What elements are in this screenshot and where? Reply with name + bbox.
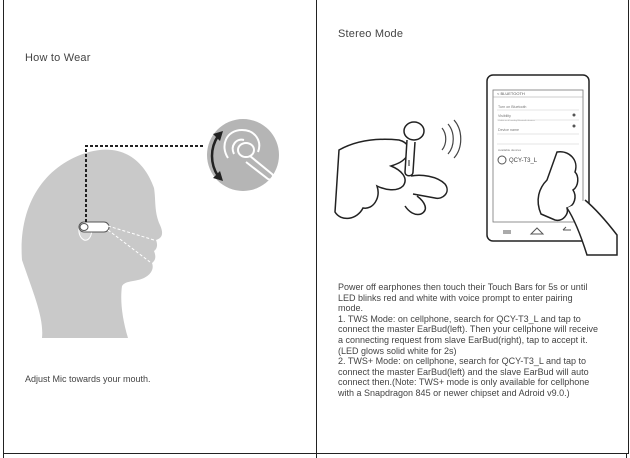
head-silhouette bbox=[22, 150, 162, 338]
phone-row-visibility: Visibility bbox=[498, 114, 511, 118]
wearing-illustration bbox=[4, 0, 316, 453]
adjust-mic-caption: Adjust Mic towards your mouth. bbox=[25, 374, 151, 384]
signal-waves-icon bbox=[442, 120, 461, 158]
phone-header-text: < BLUETOOTH bbox=[497, 91, 525, 96]
frame-tick-right bbox=[626, 453, 627, 458]
pairing-instructions bbox=[338, 282, 600, 399]
stereo-mode-panel bbox=[317, 0, 626, 453]
phone-row-visibility-sub: Visible to all nearby Bluetooth devices bbox=[498, 120, 535, 122]
phone-device-qcy: QCY-T3_L bbox=[509, 158, 538, 164]
phone-section-available: Available devices bbox=[498, 148, 522, 152]
earbud-on-head bbox=[79, 222, 109, 232]
stereo-mode-heading: Stereo Mode bbox=[338, 28, 404, 40]
instruction-paragraph-0: Power off earphones then touch their Touch Bars for 5s or until LED blinks red and white with voice prompt to enter pairing mode. bbox=[338, 282, 588, 314]
instruction-paragraph-1: 1. TWS Mode: on cellphone, search for QCY-T3_L and tap to connect the master EarBud(left). Then your cellphone will receive a connecting request from slave EarBud(right), tap to accept it.(LED glows solid white for 2s) bbox=[338, 313, 598, 356]
left-hand-illustration bbox=[335, 139, 447, 218]
how-to-wear-heading: How to Wear bbox=[25, 52, 91, 64]
phone-row-bluetooth: Turn on Bluetooth bbox=[498, 105, 527, 109]
instruction-paragraph-2: 2. TWS+ Mode: on cellphone, search for QCY-T3_L and tap to connect the master EarBud(left) and the slave EarBud will auto connect then.(Note: TWS+ mode is only available for cellphone with a Snapdragon 845 or newer chipset and Adroid v9.0.) bbox=[338, 356, 590, 398]
how-to-wear-panel bbox=[4, 0, 316, 453]
phone-row-device-name: Device name bbox=[498, 128, 519, 132]
held-earbud bbox=[404, 122, 424, 176]
frame-tick-left bbox=[3, 453, 4, 458]
